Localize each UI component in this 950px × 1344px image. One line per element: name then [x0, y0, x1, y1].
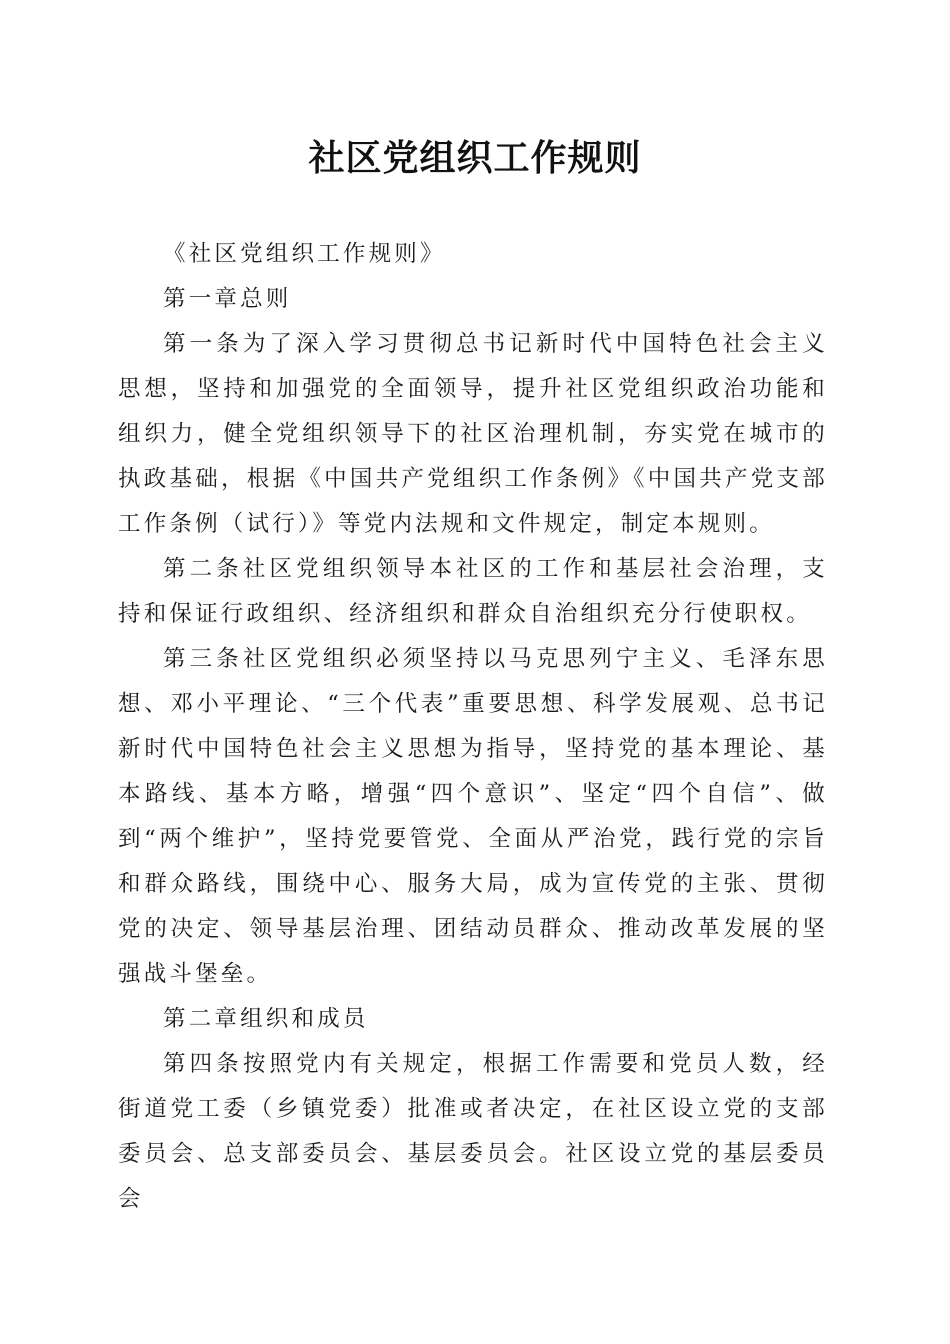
chapter-heading-1: 第一章总则: [163, 286, 292, 312]
article-4: 第四条按照党内有关规定，根据工作需要和党员人数，经街道党工委（乡镇党委）批准或者决定，在社区设立党的支部委员会、总支部委员会、基层委员会。社区设立党的基层委员会: [118, 1051, 828, 1212]
article-1: 第一条为了深入学习贯彻总书记新时代中国特色社会主义思想，坚持和加强党的全面领导，提升社区党组织政治功能和组织力，健全党组织领导下的社区治理机制，夯实党在城市的执政基础，根据《中国共产党组织工作条例》《中国共产党支部工作条例（试行）》等党内法规和文件规定，制定本规则。: [118, 331, 828, 537]
document-body: [118, 232, 828, 1222]
article-2: 第二条社区党组织领导本社区的工作和基层社会治理，支持和保证行政组织、经济组织和群众自治组织充分行使职权。: [118, 556, 828, 627]
document-title: 社区党组织工作规则: [308, 137, 642, 179]
paragraph-doc-name: 《社区党组织工作规则》: [163, 241, 446, 267]
article-3: 第三条社区党组织必须坚持以马克思列宁主义、毛泽东思想、邓小平理论、“三个代表”重要思想、科学发展观、总书记新时代中国特色社会主义思想为指导，坚持党的基本理论、基本路线、基本方略，增强“四个意识”、坚定“四个自信”、做到“两个维护”，坚持党要管党、全面从严治党，践行党的宗旨和群众路线，围绕中心、服务大局，成为宣传党的主张、贯彻党的决定、领导基层治理、团结动员群众、推动改革发展的坚强战斗堡垒。: [118, 646, 828, 987]
chapter-heading-2: 第二章组织和成员: [163, 1006, 369, 1032]
